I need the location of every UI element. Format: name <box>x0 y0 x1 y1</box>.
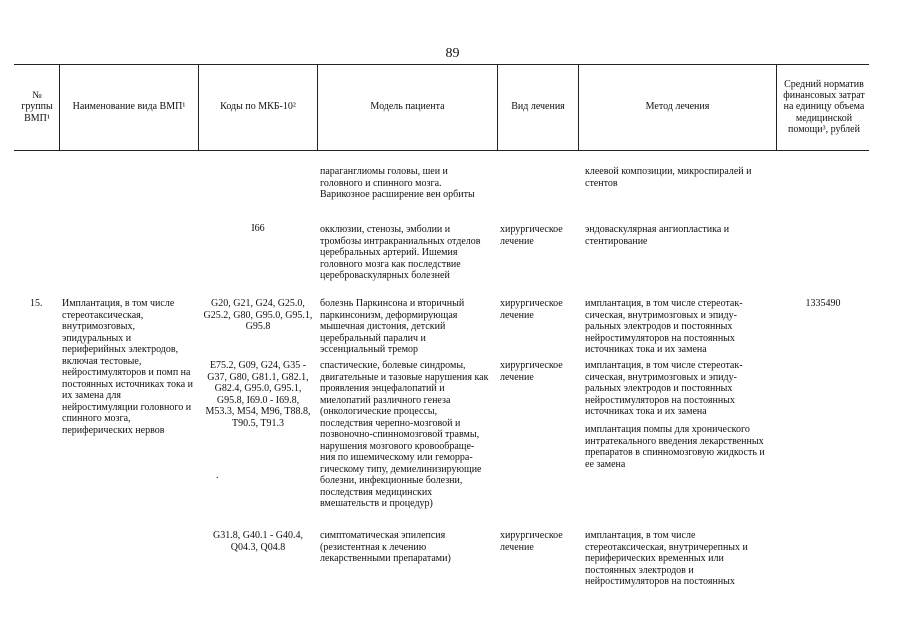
row-2-group: 15. <box>30 298 43 309</box>
header-col-sep <box>776 64 777 150</box>
row-2-model: болезнь Паркинсона и вторичный паркинсонизм, деформирующая мышечная дистония, детский церебральный паралич и эссенциальный тремор <box>320 298 465 355</box>
row-3-model: спастические, болевые синдромы, двигательные и тазовые нарушения как проявления энцефалопатий и миелопатий различного генеза (онкологические процессы, последствия черепно-мозговой и позвоночно-спинномозговой травмы, нарушения мозгового кровообраще- ния по ишемическому или геморра- гическому типу, демиелинизирующие болезни, инфекционные болезни, последствия медицинских вмешательств и процедур) <box>320 360 489 509</box>
header-icd-codes-text: Коды по МКБ-10² <box>220 101 296 113</box>
header-col-sep <box>317 64 318 150</box>
row-2-type: хирургическое лечение <box>500 298 563 321</box>
row-1-method: эндоваскулярная ангиопластика и стентирование <box>585 224 730 247</box>
row-4-model: симптоматическая эпилепсия (резистентная к лечению лекарственными препаратами) <box>320 530 451 564</box>
row-3-type: хирургическое лечение <box>500 360 563 383</box>
header-cost <box>779 66 869 148</box>
header-top-rule <box>14 64 869 65</box>
row-2-codes: G20, G21, G24, G25.0, G25.2, G80, G95.0, G95.1, G95.8 <box>203 298 313 332</box>
header-treatment-type-text: Вид лечения <box>511 101 565 113</box>
row-4-type: хирургическое лечение <box>500 530 563 553</box>
row-3-method-2: имплантация помпы для хронического интратекального введения лекарственных препаратов в спинномозговую жидкость и ее замена <box>585 424 765 470</box>
header-vmp-name <box>62 66 196 148</box>
header-vmp-name-text: Наименование вида ВМП¹ <box>72 101 186 113</box>
row-2-name: Имплантация, в том числе стереотаксическая, внутримозговых, эпидуральных и периферийных электродов, включая тестовые, нейростимуляторов и помп на постоянных источниках тока и их замена для нейростимуляции головного и спинного мозга, периферических нервов <box>62 298 193 436</box>
header-treatment-method-text: Метод лечения <box>645 101 710 113</box>
row-2-cost: 1335490 <box>805 298 841 309</box>
header-col-sep <box>198 64 199 150</box>
header-group-no-text: № группы ВМП¹ <box>21 90 53 124</box>
row-0-method: клеевой композиции, микроспиралей и стентов <box>585 166 752 189</box>
header-cost-text: Средний норматив финансовых затрат на единицу объема медицинской помощи³, рублей <box>783 78 865 135</box>
row-1-model: окклюзии, стенозы, эмболии и тромбозы интракраниальных отделов церебральных артерий. Ишемия головного мозга как последствие цереброваскулярных болезней <box>320 224 481 281</box>
row-1-type: хирургическое лечение <box>500 224 563 247</box>
row-3-codes: E75.2, G09, G24, G35 - G37, G80, G81.1, G82.1, G82.4, G95.0, G95.1, G95.8, I69.0 - I69.8, M53.3, M54, M96, T88.8, T90.5, T91.3 <box>205 360 311 429</box>
header-treatment-type <box>500 66 576 148</box>
header-icd-codes <box>201 66 315 148</box>
row-4-method: имплантация, в том числе стереотаксическая, внутричерепных и периферических временных или постоянных электродов и нейростимуляторов на постоянных <box>585 530 748 587</box>
header-bottom-rule <box>14 150 869 151</box>
header-col-sep <box>578 64 579 150</box>
row-2-method: имплантация, в том числе стереотак- сическая, внутримозговых и эпиду- ральных электродов и постоянных нейростимуляторов на постоянных источниках тока и их замена <box>585 298 743 355</box>
row-3-method: имплантация, в том числе стереотак- сическая, внутримозговых и эпиду- ральных электродов и постоянных нейростимуляторов на постоянных источниках тока и их замена <box>585 360 743 417</box>
header-group-no <box>16 66 58 148</box>
scan-speck: . <box>216 470 219 481</box>
header-patient-model <box>320 66 495 148</box>
row-4-codes: G31.8, G40.1 - G40.4, Q04.3, Q04.8 <box>213 530 303 553</box>
header-col-sep <box>497 64 498 150</box>
row-0-model: параганглиомы головы, шеи и головного и спинного мозга. Варикозное расширение вен орбиты <box>320 166 475 200</box>
row-1-codes: I66 <box>251 223 265 234</box>
page-number: 89 <box>445 46 460 61</box>
header-col-sep <box>59 64 60 150</box>
header-treatment-method <box>581 66 774 148</box>
header-patient-model-text: Модель пациента <box>370 101 445 113</box>
